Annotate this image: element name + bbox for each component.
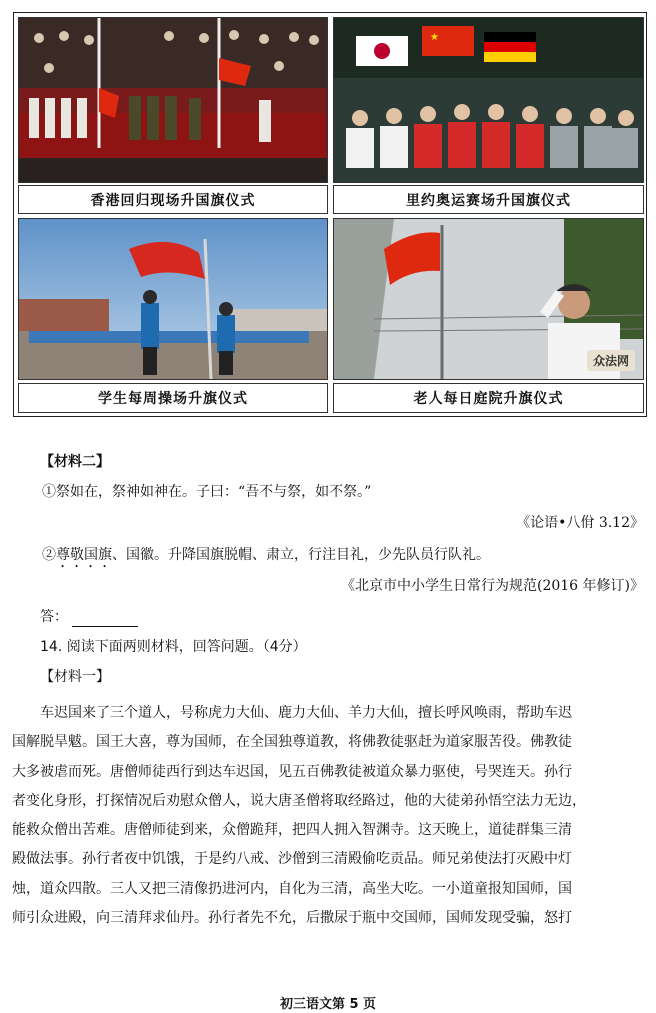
passage-line: 者变化身形，打探情况后劝慰众僧人，说大唐圣僧将取经路过，他的大徒弟孙悟空法力无边， [12, 792, 586, 809]
photo-hong-kong-handover [18, 17, 328, 183]
material2-item1-source: 《论语•八佾 3.12》 [516, 515, 644, 531]
passage-line: 师引众进殿，向三清拜求仙丹。孙行者先不允，后撒尿于瓶中交国师，国师发现受骗，怒打 [12, 910, 572, 927]
material2-heading: 【材料二】 [40, 454, 110, 470]
passage-line: 烛，道众四散。三人又把三清像扔进河内，自化为三清，高坐大吃。一小道童报知国师，国 [12, 880, 572, 897]
photo-student-flag-ceremony [18, 218, 328, 380]
caption-photo-2: 里约奥运赛场升国旗仪式 [333, 185, 644, 214]
watermark-badge: 众法网 [587, 350, 635, 371]
passage-line: 国解脱旱魃。国王大喜，尊为国师，在全国独尊道教，将佛教徒驱赶为道家服苦役。佛教徒 [12, 734, 572, 751]
material2-item1: ①祭如在，祭神如神在。子曰：“吾不与祭，如不祭。” [42, 484, 372, 500]
material1-heading: 【材料一】 [40, 669, 110, 685]
photo-grid [13, 12, 647, 417]
caption-photo-1: 香港回归现场升国旗仪式 [18, 185, 328, 214]
material2-item2 [42, 545, 490, 571]
answer-blank[interactable] [72, 612, 138, 627]
passage-line: 大多被虐而死。唐僧师徒西行到达车迟国，见五百佛教徒被道众暴力驱使，号哭连天。孙行 [12, 763, 572, 780]
answer-row [40, 607, 138, 627]
answer-label: 答： [40, 609, 68, 625]
passage-line: 能救众僧出苦难。唐僧师徒到来，众僧跪拜，把四人拥入智渊寺。这天晚上，道徒群集三清 [12, 822, 572, 839]
item2-emphasis: 尊敬国旗 [56, 547, 112, 563]
photo-elderly-flag-ceremony [333, 218, 644, 380]
material1-passage [12, 699, 648, 933]
question-14: 14. 阅读下面两则材料，回答问题。（4分） [40, 639, 307, 655]
svg-text:★: ★ [430, 32, 439, 43]
material2-item2-source: 《北京市中小学生日常行为规范(2016 年修订)》 [340, 578, 644, 594]
page-footer: 初三语文第 5 页 [279, 997, 377, 1012]
caption-photo-3: 学生每周操场升旗仪式 [18, 383, 328, 413]
item2-marker: ② [42, 547, 56, 563]
item2-rest: 、国徽。升降国旗脱帽、肃立，行注目礼，少先队员行队礼。 [112, 547, 490, 563]
caption-photo-4: 老人每日庭院升旗仪式 [333, 383, 644, 413]
passage-line: 车迟国来了三个道人，号称虎力大仙、鹿力大仙、羊力大仙，擅长呼风唤雨，帮助车迟 [40, 705, 572, 721]
photo-rio-olympics [333, 17, 644, 183]
passage-line: 殿做法事。孙行者夜中饥饿，于是约八戒、沙僧到三清殿偷吃贡品。师兄弟使法打灭殿中灯 [12, 851, 572, 868]
